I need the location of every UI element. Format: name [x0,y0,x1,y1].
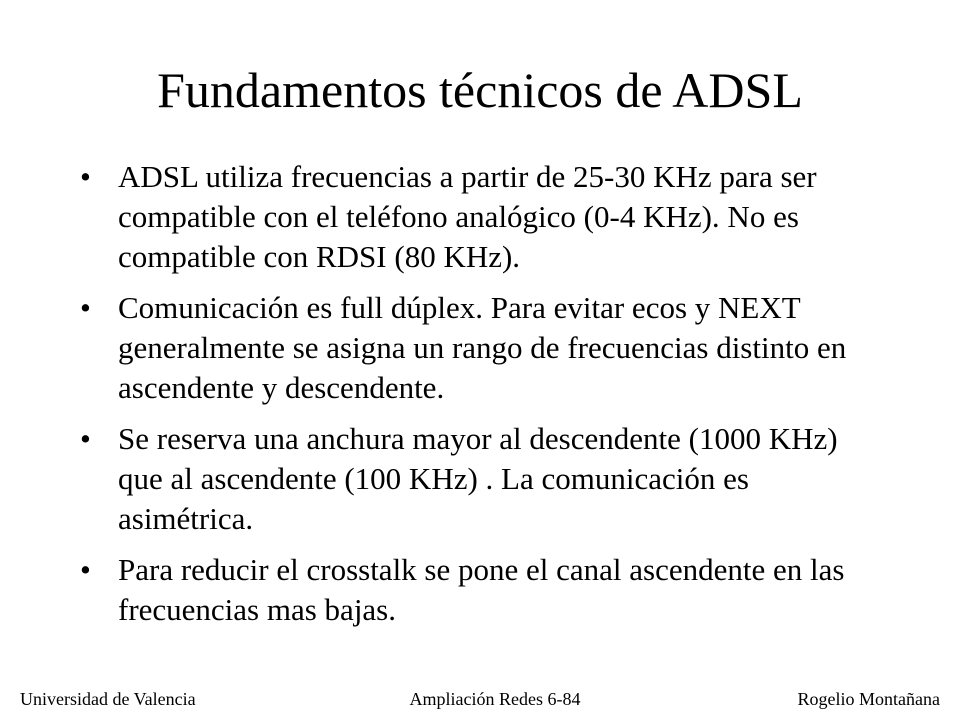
bullet-marker: • [80,421,91,456]
bullet-item [78,288,878,408]
bullet-marker: • [80,552,91,587]
bullet-item [78,419,878,539]
footer-university: Universidad de Valencia [20,689,196,709]
bullet-list [78,157,878,641]
bullet-marker: • [80,290,91,325]
bullet-item [78,550,878,630]
footer-course: Ampliación Redes 6-84 [409,689,581,709]
bullet-text: Comunicación es full dúplex. Para evitar ecos y NEXT generalmente se asigna un rango de frecuencias distinto en ascendente y descendente. [118,290,847,405]
bullet-marker: • [80,159,91,194]
footer-author: Rogelio Montañana [797,689,940,709]
bullet-text: Para reducir el crosstalk se pone el canal ascendente en las frecuencias mas bajas. [118,552,845,627]
bullet-text: Se reserva una anchura mayor al descendente (1000 KHz) que al ascendente (100 KHz) . La comunicación es asimétrica. [118,421,838,536]
slide-title: Fundamentos técnicos de ADSL [157,62,803,118]
bullet-text: ADSL utiliza frecuencias a partir de 25-30 KHz para ser compatible con el teléfono analógico (0-4 KHz). No es compatible con RDSI (80 KHz). [118,159,817,274]
bullet-item [78,157,878,277]
